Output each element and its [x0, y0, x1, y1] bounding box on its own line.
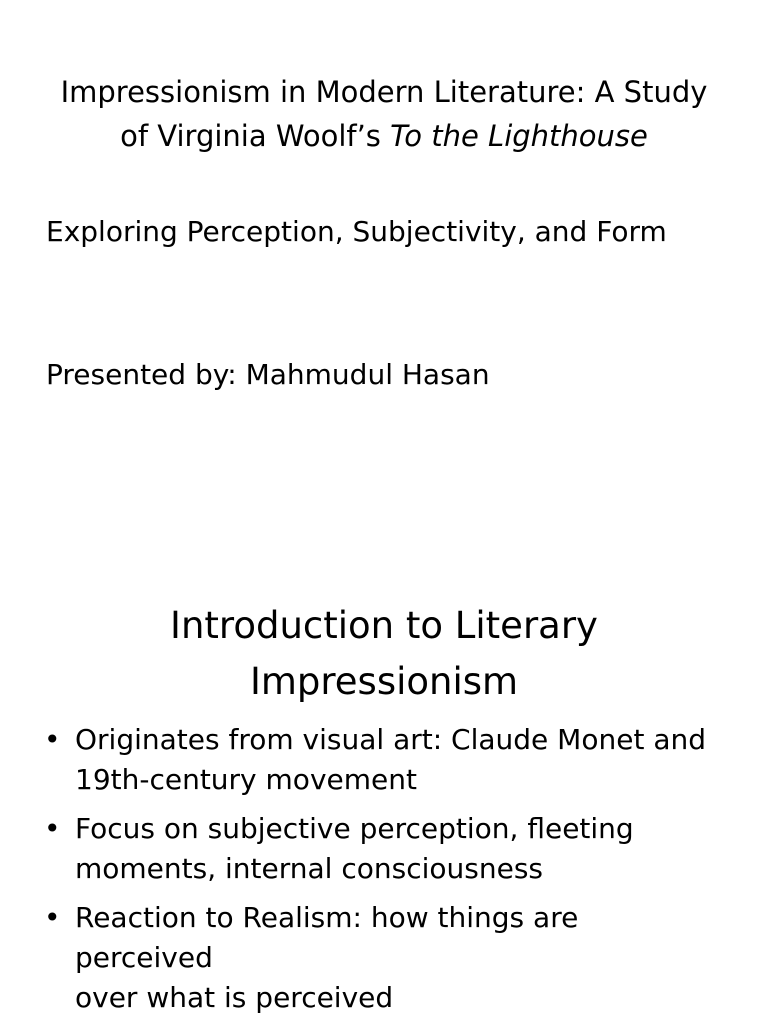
title-line-2: [40, 114, 728, 158]
slide-title: [40, 598, 728, 710]
bullet-line: over what is perceived: [75, 981, 394, 1014]
bullet-icon: •: [44, 812, 61, 845]
slide-title: [40, 70, 728, 158]
bullet-item: [44, 898, 724, 1018]
content-slide: [0, 512, 768, 1024]
title-line-2-prefix: of Virginia Woolf’s: [120, 119, 391, 153]
bullet-item: [44, 720, 724, 800]
slide-subtitle: Exploring Perception, Subjectivity, and Form: [46, 215, 667, 248]
title-line-1: Impressionism in Modern Literature: A Study: [60, 75, 708, 109]
bullet-list: [44, 720, 724, 1027]
title-line-1: Introduction to Literary: [170, 604, 598, 647]
bullet-icon: •: [44, 723, 61, 756]
bullet-line: moments, internal consciousness: [75, 852, 544, 885]
bullet-line: 19th-century movement: [75, 763, 417, 796]
bullet-line: Originates from visual art: Claude Monet and: [75, 723, 706, 756]
presenter-line: Presented by: Mahmudul Hasan: [46, 358, 490, 391]
book-title: To the Lighthouse: [390, 119, 648, 153]
title-line-2: Impressionism: [249, 660, 519, 703]
bullet-item: [44, 809, 724, 889]
bullet-line: Reaction to Realism: how things are perceived: [75, 901, 579, 974]
title-slide: [0, 0, 768, 512]
bullet-line: Focus on subjective perception, fleeting: [75, 812, 634, 845]
bullet-icon: •: [44, 901, 61, 934]
